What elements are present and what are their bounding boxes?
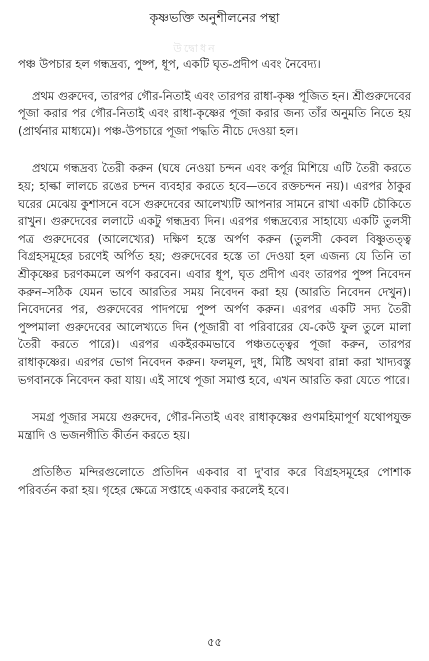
paragraph-3: প্রথমে গন্ধদ্রব্য তৈরী করুন (ঘষে নেওয়া চন্দন এবং কর্পূর মিশিয়ে এটি তৈরী করতে হয়; হাল্কা লালচে রঙের চন্দন ব্যবহার করতে হবে—তবে রক্তচন্দন নয়)। এরপর ঠাকুর ঘরের মেঝেয় কুশাসনে বসে গুরুদেবের আলেখ্যটি আপনার সামনে রাখা একটি চৌকিতে রাখুন। গুরুদেবের ললাটে একটু গন্ধদ্রব্য দিন। এরপর গন্ধদ্রব্যের সাহায্যে একটি তুলসী পত্র গুরুদেবের (আলেখ্যের) দক্ষিণ হস্তে অর্পণ করুন (তুলসী কেবল বিষ্ণুতত্ত্ব বিগ্রহসমূহের চরণেই অর্পিত হয়; গুরুদেবের হস্তে তা দেওয়া হল এজন্য যে তিনি তা শ্রীকৃষ্ণের চরণকমলে অর্পণ করবেন। এবার ধূপ, ঘৃত প্রদীপ এবং তারপর পুষ্প নিবেদন করুন–সঠিক যেমন ভাবে আরতির সময় নিবেদন করা হয় (আরতি নিবেদন দেখুন)। নিবেদনের পর, গুরুদেবের পাদপদ্মে পুষ্প অর্পণ করুন। এরপর একটি সদ্য তৈরী পুষ্পমালা গুরুদেবের আলেখ্যতে দিন (পূজারী বা পরিবারের যে-কেউ ফুল তুলে মালা তৈরী করতে পারে)। এরপর একইরকমভাবে পঞ্চতত্ত্বের পূজা করুন, তারপর রাধাকৃষ্ণের। এরপর ভোগ নিবেদন করুন। ফলমূল, দুধ, মিষ্টি অথবা রান্না করা খাদ্যবস্তু ভগবানকে নিবেদন করা যায়। এই সাথে পূজা সমাপ্ত হবে, এখন আরতি করা যেতে পারে। xyxy=(18,161,411,387)
page-title: কৃষ্ণভক্তি অনুশীলনের পন্থা xyxy=(149,10,280,25)
paragraph-1: পঞ্চ উপচার হল গন্ধদ্রব্য, পুষ্প, ধূপ, একটি ঘৃত-প্রদীপ এবং নৈবেদ্য। xyxy=(18,57,321,71)
paragraph-5: প্রতিষ্ঠিত মন্দিরগুলোতে প্রতিদিন একবার বা দু'বার করে বিগ্রহসমূহের পোশাক পরিবর্তন করা হয়। গৃহের ক্ষেত্রে সপ্তাহে একবার করলেই হবে। xyxy=(18,465,411,497)
paragraph-4: সমগ্র পূজার সময়ে গুরুদেব, গৌর-নিতাই এবং রাধাকৃষ্ণের গুণমহিমাপূর্ণ যথোপযুক্ত মন্ত্রাদি ও ভজনগীতি কীর্তন করতে হয়। xyxy=(18,410,411,442)
paragraph-2: প্রথম গুরুদেব, তারপর গৌর-নিতাই এবং তারপর রাধা-কৃষ্ণ পূজিত হন। শ্রীগুরুদেবের পূজা করার পর গৌর-নিতাই এবং রাধা-কৃষ্ণের পূজা করার জন্য তাঁর অনুমতি নিতে হয় (প্রার্থনার মাধ্যমে)। পঞ্চ-উপচারে পূজা পদ্ধতি নীচে দেওয়া হল। xyxy=(18,88,411,138)
faded-stamp-text: উদ্বোধন xyxy=(173,42,217,55)
faded-stamp xyxy=(163,40,227,54)
page-number: ৫৫ xyxy=(207,635,222,649)
